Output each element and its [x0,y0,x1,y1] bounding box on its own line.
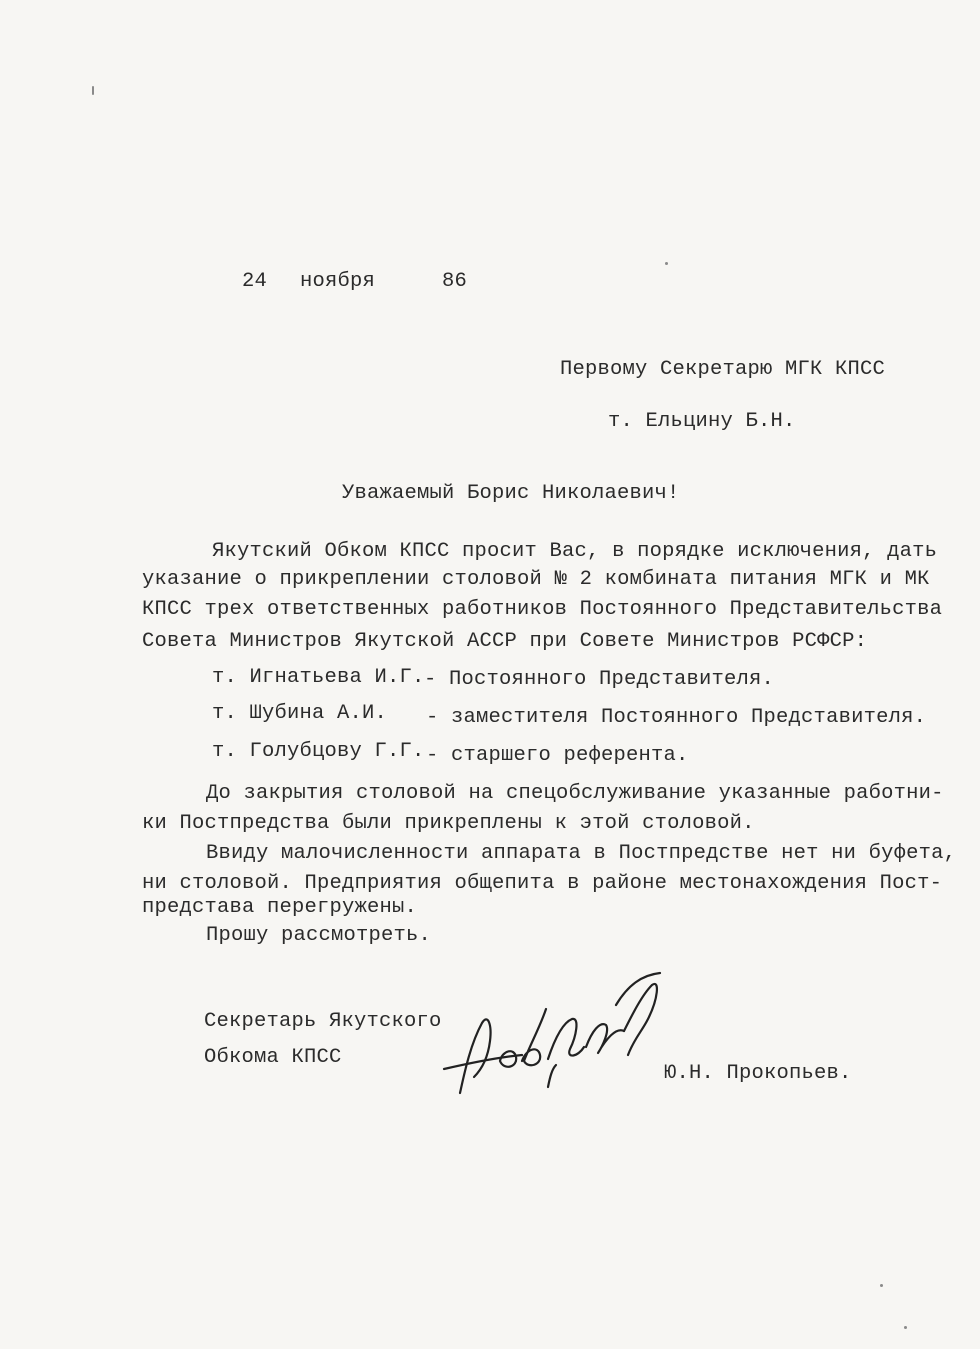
date-year: 86 [442,270,468,293]
handwritten-signature [430,965,670,1105]
body-line: До закрытия столовой на спецобслуживание указанные работни- [206,782,944,805]
paper-speck [92,86,94,95]
person-name: т. Голубцову Г.Г. [212,740,425,763]
salutation: Уважаемый Борис Николаевич! [342,482,680,505]
body-line: ни столовой. Предприятия общепита в районе местонахождения Пост- [142,872,943,895]
signer-title: Секретарь Якутского [204,1010,442,1033]
addressee-line2: т. Ельцину Б.Н. [608,410,796,433]
paper-speck [665,262,668,265]
body-line: Якутский Обком КПСС просит Вас, в порядке исключения, дать [212,540,938,563]
body-line: Ввиду малочисленности аппарата в Постпредстве нет ни буфета, [206,842,957,865]
body-line: ки Постпредства были прикреплены к этой столовой. [142,812,755,835]
person-role: - Постоянного Представителя. [424,668,775,691]
person-name: т. Игнатьева И.Г. [212,666,425,689]
body-line: указание о прикреплении столовой № 2 комбината питания МГК и МК [142,568,930,591]
date-day: 24 [242,270,268,293]
paper-speck [880,1284,883,1287]
person-role: - старшего референта. [426,744,689,767]
person-name: т. Шубина А.И. [212,702,388,725]
paper-speck [904,1326,907,1329]
addressee-line1: Первому Секретарю МГК КПСС [560,358,886,381]
body-line: Совета Министров Якутской АССР при Совете Министров РСФСР: [142,630,868,653]
body-line: КПСС трех ответственных работников Постоянного Представительства [142,598,943,621]
date-month: ноября [300,270,376,293]
body-line: представа перегружены. [142,896,418,919]
signer-name: Ю.Н. Прокопьев. [664,1062,852,1085]
signer-title: Обкома КПСС [204,1046,342,1069]
person-role: - заместителя Постоянного Представителя. [426,706,927,729]
body-line: Прошу рассмотреть. [206,924,432,947]
